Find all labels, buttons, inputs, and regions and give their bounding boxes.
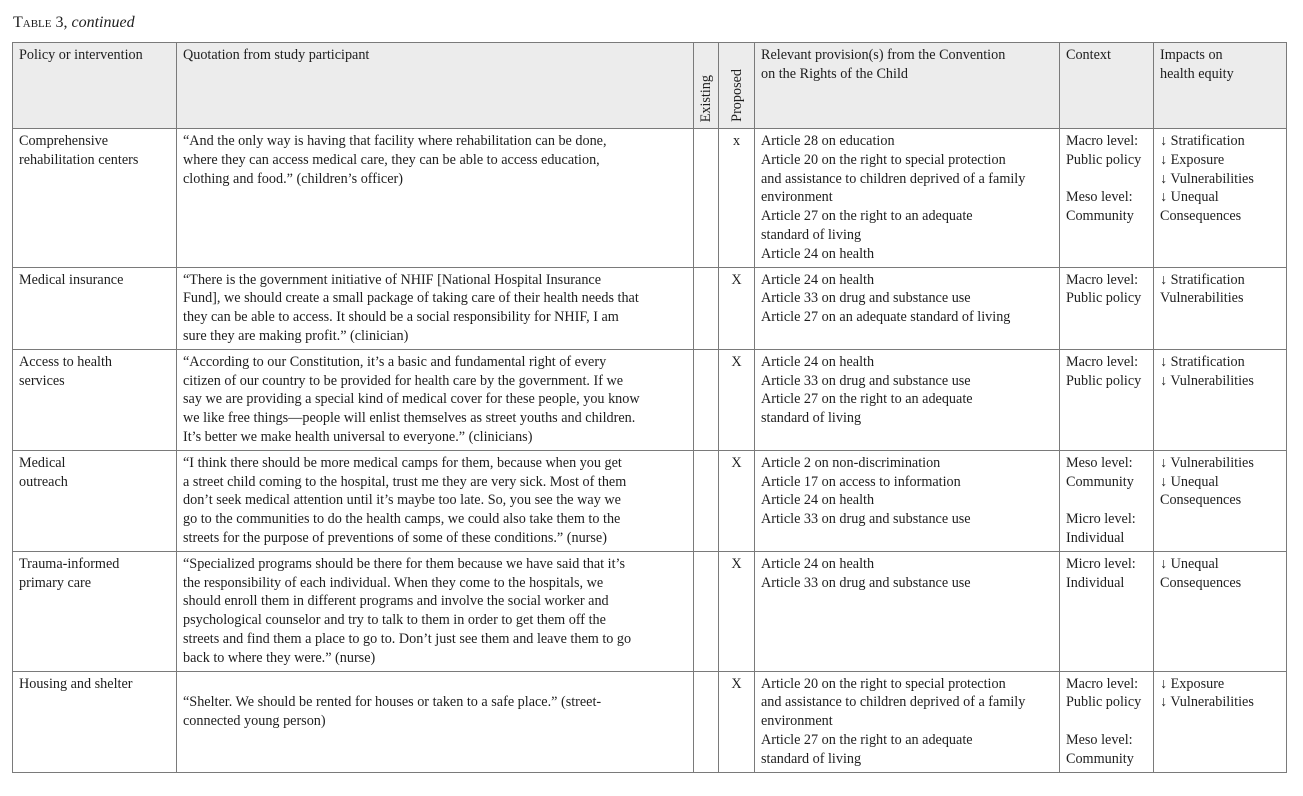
table-label: Table 3, bbox=[13, 14, 68, 31]
context-line: Micro level: bbox=[1066, 511, 1136, 528]
policy-line: services bbox=[19, 372, 65, 389]
context-cell bbox=[1060, 349, 1154, 450]
provision-line: Article 24 on health bbox=[761, 245, 875, 262]
policy-line: Medical bbox=[19, 454, 66, 471]
provision-line: Article 20 on the right to special protection bbox=[761, 151, 1006, 168]
context-line: Meso level: bbox=[1066, 189, 1133, 206]
quotation-cell bbox=[177, 551, 694, 671]
context-line: Community bbox=[1066, 473, 1134, 490]
table-row bbox=[13, 551, 1287, 671]
provision-line: Article 2 on non-discrimination bbox=[761, 454, 941, 471]
quotation-cell bbox=[177, 349, 694, 450]
header-provision bbox=[755, 43, 1060, 129]
quotation-cell bbox=[177, 671, 694, 772]
impacts-line: Consequences bbox=[1160, 492, 1242, 509]
quotation-line: don’t seek medical attention until it’s maybe too late. So, you see the way we bbox=[183, 492, 621, 509]
impacts-line: ↓ Unequal bbox=[1160, 189, 1219, 206]
quotation-line: psychological counselor and try to talk to them in order to get them off the bbox=[183, 612, 606, 629]
provision-line: standard of living bbox=[761, 226, 862, 243]
context-line: Individual bbox=[1066, 574, 1125, 591]
context-line: Public policy bbox=[1066, 290, 1142, 307]
policy-line: Trauma-informed bbox=[19, 555, 120, 572]
table-row bbox=[13, 450, 1287, 551]
provision-cell bbox=[755, 129, 1060, 268]
quotation-line: sure they are making profit.” (clinician) bbox=[183, 327, 409, 344]
context-cell bbox=[1060, 129, 1154, 268]
provision-line: Article 24 on health bbox=[761, 492, 875, 509]
provision-line: and assistance to children deprived of a family bbox=[761, 170, 1026, 187]
provision-line: Article 33 on drug and substance use bbox=[761, 574, 971, 591]
header-existing bbox=[694, 43, 719, 129]
header-quotation: Quotation from study participant bbox=[177, 43, 694, 129]
table-caption bbox=[13, 13, 135, 33]
quotation-line: streets and find them a place to go to. Don’t just see them and leave them to go bbox=[183, 630, 632, 647]
quotation-line: “I think there should be more medical camps for them, because when you get bbox=[183, 454, 622, 471]
quotation-line: say we are providing a special kind of medical cover for these people, you know bbox=[183, 391, 640, 408]
context-line: Macro level: bbox=[1066, 353, 1139, 370]
provision-line: Article 33 on drug and substance use bbox=[761, 511, 971, 528]
header-policy: Policy or intervention bbox=[13, 43, 177, 129]
policy-line: Access to health bbox=[19, 353, 112, 370]
context-line bbox=[1066, 491, 1147, 510]
quotation-line: should enroll them in different programs and involve the social worker and bbox=[183, 593, 609, 610]
table-continued-label: continued bbox=[71, 14, 135, 31]
context-line: Meso level: bbox=[1066, 454, 1133, 471]
header-impacts bbox=[1154, 43, 1287, 129]
context-cell bbox=[1060, 551, 1154, 671]
header-provision-line: on the Rights of the Child bbox=[761, 65, 908, 82]
header-existing-label: Existing bbox=[698, 74, 714, 122]
provision-line: Article 27 on an adequate standard of living bbox=[761, 309, 1011, 326]
policy-line: Housing and shelter bbox=[19, 675, 133, 692]
quotation-line: a street child coming to the hospital, trust me they are very sick. Most of them bbox=[183, 473, 627, 490]
proposed-mark: X bbox=[731, 454, 742, 471]
proposed-cell bbox=[719, 349, 755, 450]
table-body bbox=[13, 129, 1287, 773]
quotation-cell bbox=[177, 129, 694, 268]
context-line: Community bbox=[1066, 208, 1134, 225]
header-impacts-line: Impacts on bbox=[1160, 47, 1223, 63]
provision-line: Article 33 on drug and substance use bbox=[761, 372, 971, 389]
impacts-cell bbox=[1154, 671, 1287, 772]
quotation-line: connected young person) bbox=[183, 713, 326, 730]
impacts-line: ↓ Exposure bbox=[1160, 151, 1225, 168]
header-row bbox=[13, 43, 1287, 129]
quotation-line: “Shelter. We should be rented for houses or taken to a safe place.” (street- bbox=[183, 694, 602, 711]
proposed-cell bbox=[719, 450, 755, 551]
impacts-cell bbox=[1154, 129, 1287, 268]
proposed-cell bbox=[719, 671, 755, 772]
header-proposed-label: Proposed bbox=[728, 69, 745, 122]
impacts-line: Vulnerabilities bbox=[1160, 290, 1244, 307]
context-line: Micro level: bbox=[1066, 555, 1136, 572]
context-line: Public policy bbox=[1066, 151, 1142, 168]
context-line: Community bbox=[1066, 750, 1134, 767]
existing-cell bbox=[694, 671, 719, 772]
proposed-cell bbox=[719, 551, 755, 671]
policy-cell bbox=[13, 349, 177, 450]
provision-line: environment bbox=[761, 189, 833, 206]
quotation-line: they can be able to access. It should be a social responsibility for NHIF, I am bbox=[183, 309, 619, 326]
quotation-line: the responsibility of each individual. When they come to the hospitals, we bbox=[183, 574, 604, 591]
proposed-mark: X bbox=[731, 271, 742, 288]
quotation-line: “Specialized programs should be there for them because we have said that it’s bbox=[183, 555, 626, 572]
context-line: Meso level: bbox=[1066, 731, 1133, 748]
provision-cell bbox=[755, 349, 1060, 450]
quotation-line bbox=[183, 675, 687, 694]
impacts-cell bbox=[1154, 349, 1287, 450]
context-line: Public policy bbox=[1066, 694, 1142, 711]
policy-line: rehabilitation centers bbox=[19, 151, 139, 168]
quotation-line: Fund], we should create a small package of taking care of their health needs that bbox=[183, 290, 639, 307]
quotation-line: streets for the purpose of preventions of some of these conditions.” (nurse) bbox=[183, 529, 607, 546]
header-provision-line: Relevant provision(s) from the Convention bbox=[761, 47, 1006, 63]
context-line: Macro level: bbox=[1066, 133, 1139, 149]
quotation-cell bbox=[177, 450, 694, 551]
quotation-line: “There is the government initiative of NHIF [National Hospital Insurance bbox=[183, 271, 602, 288]
quotation-line: where they can access medical care, they can be able to access education, bbox=[183, 151, 600, 168]
existing-cell bbox=[694, 267, 719, 349]
context-line: Macro level: bbox=[1066, 271, 1139, 288]
provision-line: and assistance to children deprived of a family bbox=[761, 694, 1026, 711]
policy-line: Medical insurance bbox=[19, 271, 124, 288]
provision-line: Article 27 on the right to an adequate bbox=[761, 208, 973, 225]
context-cell bbox=[1060, 671, 1154, 772]
policy-cell bbox=[13, 551, 177, 671]
context-line: Individual bbox=[1066, 529, 1125, 546]
policy-cell bbox=[13, 267, 177, 349]
existing-cell bbox=[694, 349, 719, 450]
quotation-line: clothing and food.” (children’s officer) bbox=[183, 170, 403, 187]
table-row bbox=[13, 671, 1287, 772]
quotation-line: “According to our Constitution, it’s a basic and fundamental right of every bbox=[183, 353, 607, 370]
provision-cell bbox=[755, 450, 1060, 551]
impacts-line: ↓ Vulnerabilities bbox=[1160, 454, 1254, 471]
header-impacts-line: health equity bbox=[1160, 65, 1234, 82]
policy-cell bbox=[13, 671, 177, 772]
table-row bbox=[13, 349, 1287, 450]
impacts-line: ↓ Vulnerabilities bbox=[1160, 694, 1254, 711]
existing-cell bbox=[694, 129, 719, 268]
policy-line: Comprehensive bbox=[19, 133, 109, 149]
provision-line: standard of living bbox=[761, 410, 862, 427]
quotation-line: It’s better we make health universal to everyone.” (clinicians) bbox=[183, 428, 533, 445]
proposed-mark: X bbox=[731, 353, 742, 370]
provision-line: standard of living bbox=[761, 750, 862, 767]
policy-line: primary care bbox=[19, 574, 92, 591]
existing-cell bbox=[694, 450, 719, 551]
provision-line: Article 24 on health bbox=[761, 555, 875, 572]
quotation-line: “And the only way is having that facility where rehabilitation can be done, bbox=[183, 133, 607, 149]
header-context: Context bbox=[1060, 43, 1154, 129]
proposed-mark: x bbox=[732, 133, 741, 149]
proposed-mark: X bbox=[731, 555, 742, 572]
provision-line: Article 28 on education bbox=[761, 133, 895, 149]
impacts-line: Consequences bbox=[1160, 574, 1242, 591]
impacts-line: ↓ Vulnerabilities bbox=[1160, 372, 1254, 389]
context-line: Macro level: bbox=[1066, 675, 1139, 692]
impacts-cell bbox=[1154, 450, 1287, 551]
impacts-line: Consequences bbox=[1160, 208, 1242, 225]
table-row bbox=[13, 267, 1287, 349]
context-cell bbox=[1060, 267, 1154, 349]
impacts-cell bbox=[1154, 551, 1287, 671]
policy-cell bbox=[13, 129, 177, 268]
impacts-line: ↓ Stratification bbox=[1160, 133, 1245, 149]
provision-line: Article 27 on the right to an adequate bbox=[761, 391, 973, 408]
provision-line: Article 24 on health bbox=[761, 353, 875, 370]
provision-line: Article 27 on the right to an adequate bbox=[761, 731, 973, 748]
provision-line: environment bbox=[761, 713, 833, 730]
quotation-line: we like free things—people will enlist themselves as street youths and children. bbox=[183, 410, 636, 427]
provision-line: Article 20 on the right to special protection bbox=[761, 675, 1006, 692]
policy-table bbox=[12, 42, 1287, 773]
quotation-cell bbox=[177, 267, 694, 349]
provision-cell bbox=[755, 267, 1060, 349]
provision-line: Article 24 on health bbox=[761, 271, 875, 288]
proposed-cell bbox=[719, 267, 755, 349]
impacts-cell bbox=[1154, 267, 1287, 349]
policy-line: outreach bbox=[19, 473, 68, 490]
table-row bbox=[13, 129, 1287, 268]
context-line: Public policy bbox=[1066, 372, 1142, 389]
quotation-line: citizen of our country to be provided for health care by the government. If we bbox=[183, 372, 624, 389]
proposed-mark: X bbox=[731, 675, 742, 692]
policy-cell bbox=[13, 450, 177, 551]
quotation-line: back to where they were.” (nurse) bbox=[183, 649, 376, 666]
existing-cell bbox=[694, 551, 719, 671]
header-proposed bbox=[719, 43, 755, 129]
context-line bbox=[1066, 712, 1147, 731]
provision-cell bbox=[755, 551, 1060, 671]
impacts-line: ↓ Exposure bbox=[1160, 675, 1225, 692]
provision-line: Article 33 on drug and substance use bbox=[761, 290, 971, 307]
context-cell bbox=[1060, 450, 1154, 551]
provision-cell bbox=[755, 671, 1060, 772]
impacts-line: ↓ Vulnerabilities bbox=[1160, 170, 1254, 187]
provision-line: Article 17 on access to information bbox=[761, 473, 961, 490]
impacts-line: ↓ Stratification bbox=[1160, 271, 1245, 288]
proposed-cell bbox=[719, 129, 755, 268]
impacts-line: ↓ Unequal bbox=[1160, 555, 1219, 572]
context-line bbox=[1066, 170, 1147, 189]
quotation-line: go to the communities to do the health camps, we could also take them to the bbox=[183, 511, 621, 528]
impacts-line: ↓ Unequal bbox=[1160, 473, 1219, 490]
impacts-line: ↓ Stratification bbox=[1160, 353, 1245, 370]
